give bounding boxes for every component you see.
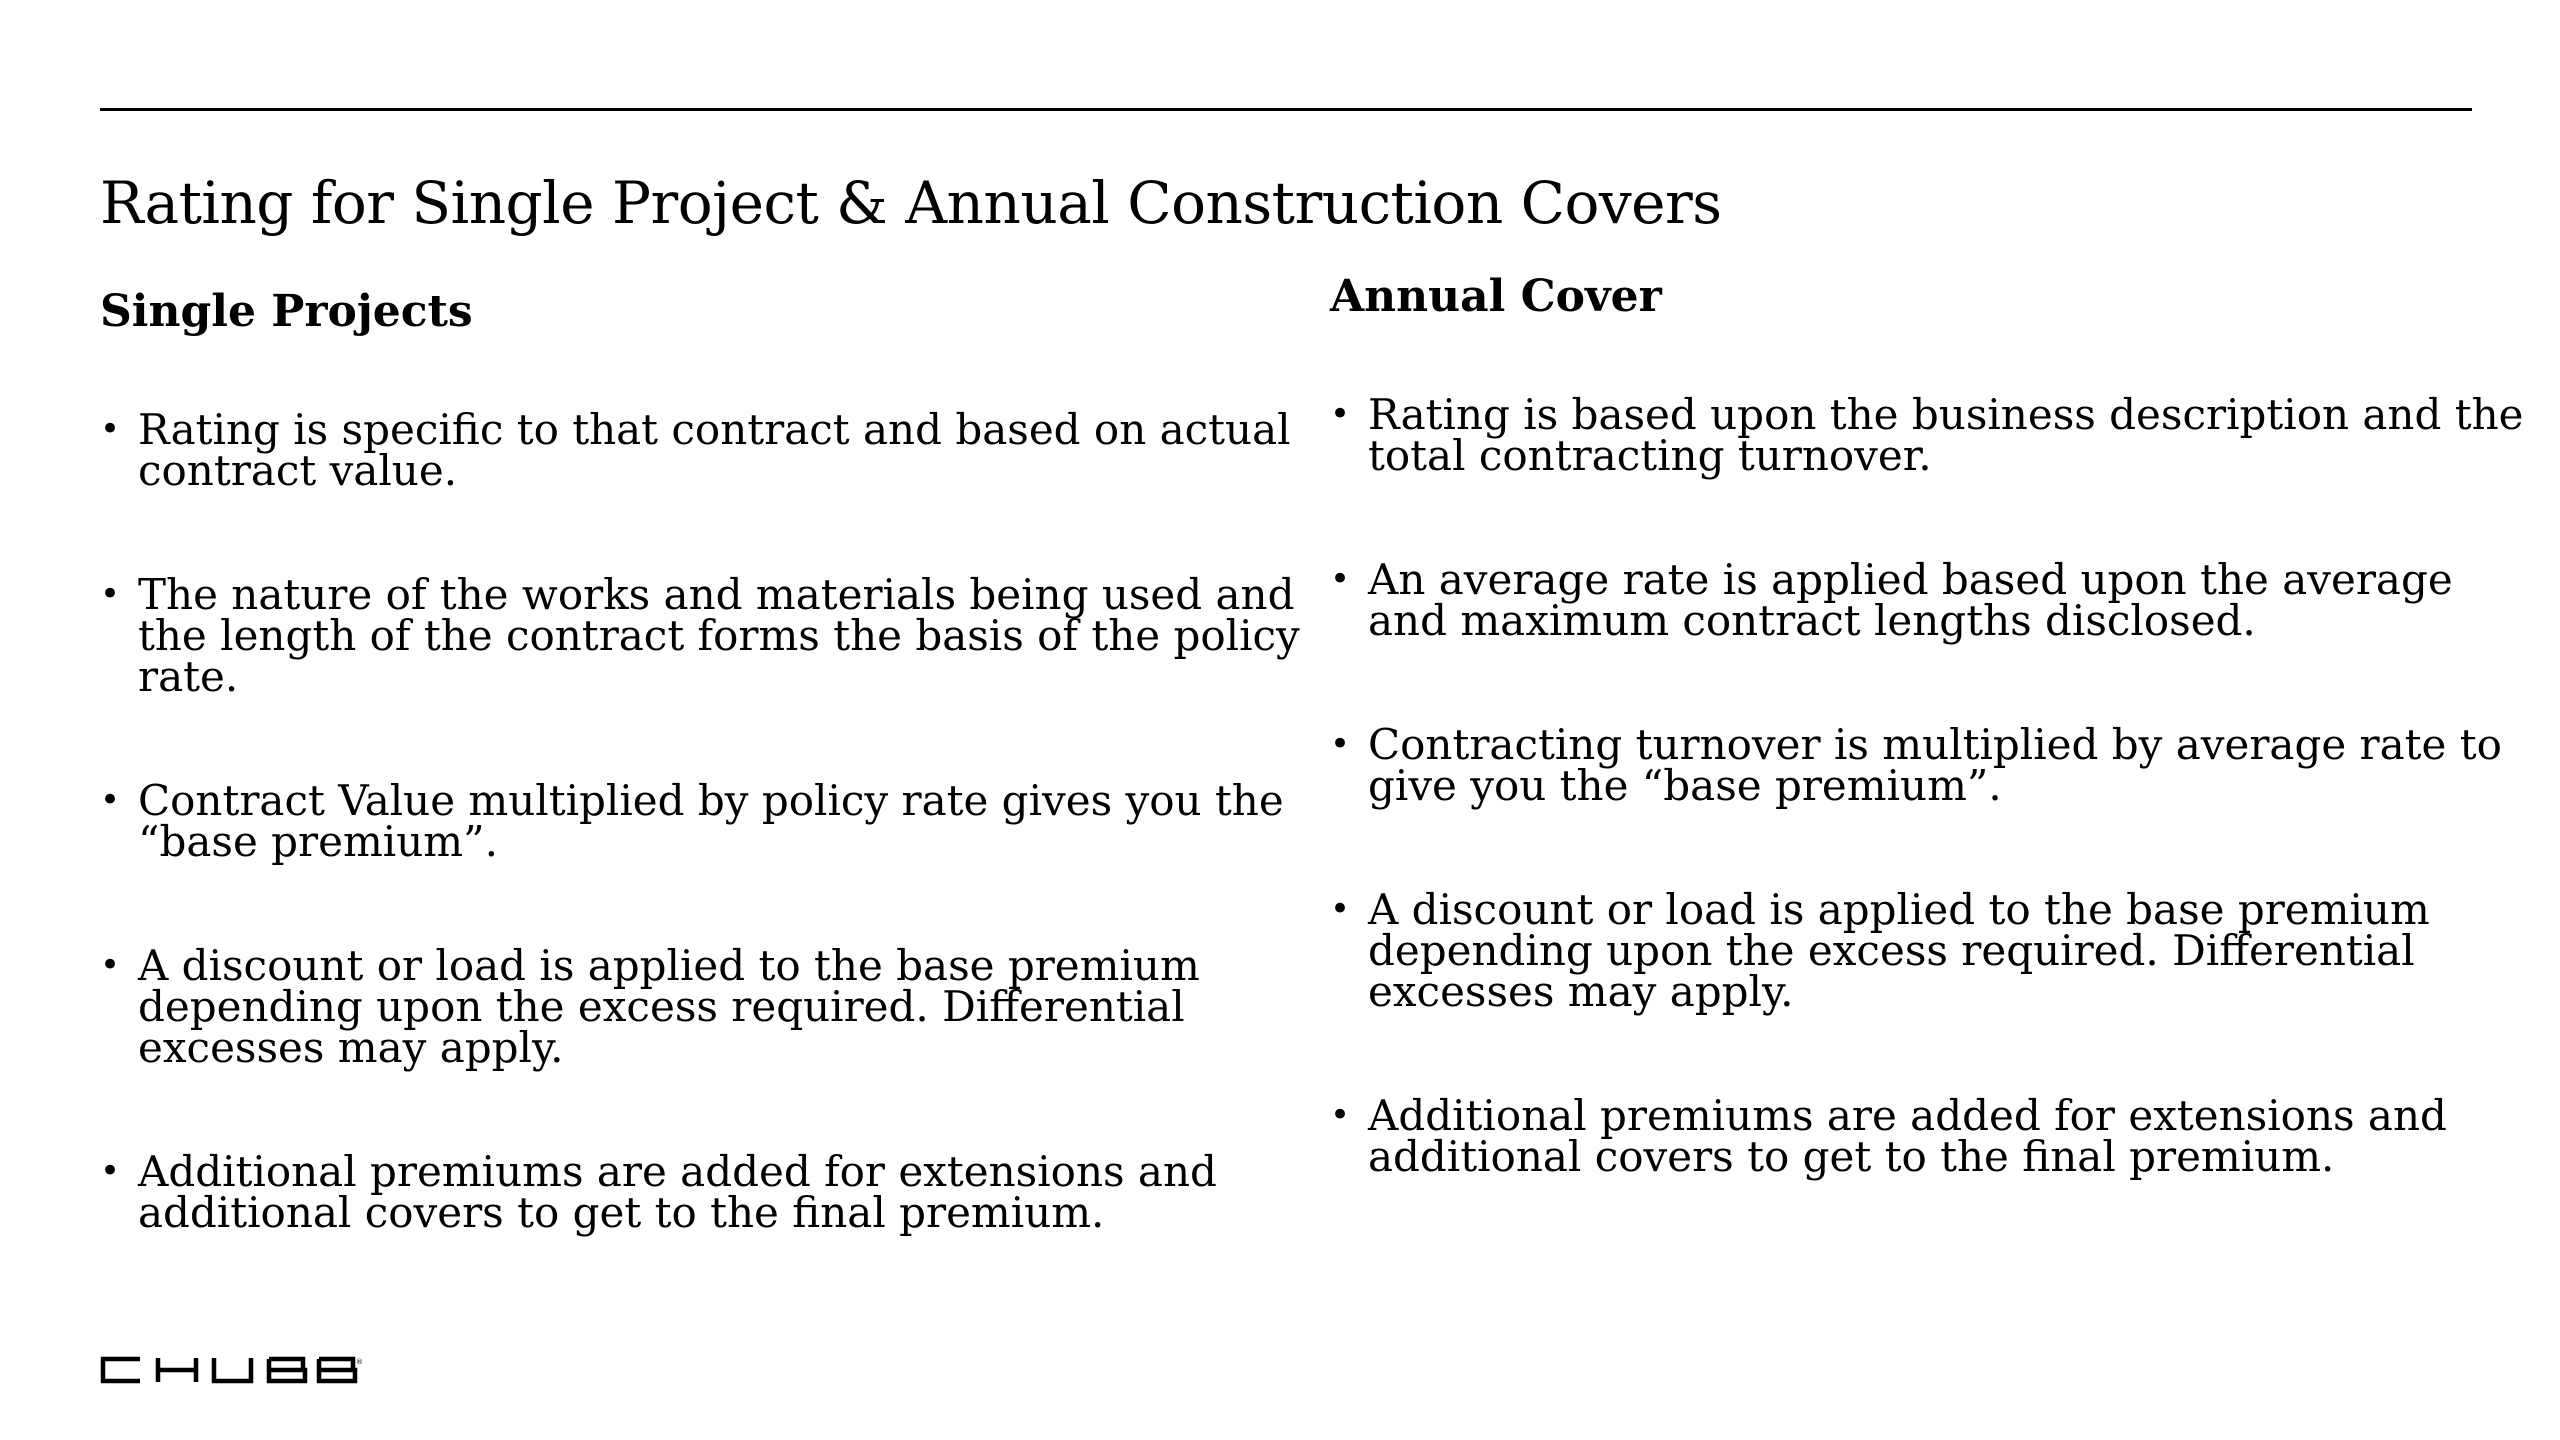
annual-cover-column: [1330, 271, 2524, 1260]
annual-cover-heading: Annual Cover: [1330, 271, 1662, 322]
list-item-text: An average rate is applied based upon the average and maximum contract lengths disclosed.: [1368, 555, 2453, 645]
list-item: [100, 776, 1333, 866]
single-projects-heading: Single Projects: [100, 286, 473, 337]
bullet-icon: •: [100, 574, 121, 614]
list-item: [100, 405, 1333, 495]
list-item: [100, 941, 1333, 1072]
bullet-icon: •: [1330, 889, 1351, 929]
list-item-text: Additional premiums are added for extensions and additional covers to get to the final premium.: [138, 1147, 1217, 1237]
chubb-logo-icon: [100, 1356, 362, 1384]
bullet-icon: •: [100, 1151, 121, 1191]
list-item-text: A discount or load is applied to the base premium depending upon the excess required. Differential excesses may apply.: [138, 941, 1200, 1072]
list-item-text: A discount or load is applied to the base premium depending upon the excess required. Differential excesses may apply.: [1368, 885, 2430, 1016]
top-divider: [100, 108, 2472, 111]
bullet-icon: •: [100, 409, 121, 449]
list-item: [100, 1147, 1333, 1237]
chubb-logo: [100, 1356, 362, 1386]
bullet-icon: •: [100, 945, 121, 985]
list-item-text: Contracting turnover is multiplied by average rate to give you the “base premium”.: [1368, 720, 2502, 810]
single-projects-column: [100, 286, 1300, 1316]
list-item-text: The nature of the works and materials being used and the length of the contract forms the basis of the policy rate.: [138, 570, 1300, 701]
list-item-text: Contract Value multiplied by policy rate gives you the “base premium”.: [138, 776, 1284, 866]
list-item: [1330, 390, 2528, 480]
slide-title: Rating for Single Project & Annual Construction Covers: [100, 169, 1722, 237]
bullet-icon: •: [1330, 1095, 1351, 1135]
list-item: [1330, 720, 2528, 810]
bullet-icon: •: [1330, 394, 1351, 434]
list-item: [100, 570, 1333, 701]
list-item-text: Rating is based upon the business description and the total contracting turnover.: [1368, 390, 2524, 480]
list-item-text: Additional premiums are added for extensions and additional covers to get to the final premium.: [1368, 1091, 2447, 1181]
bullet-icon: •: [100, 780, 121, 820]
svg-text:®: ®: [356, 1358, 363, 1366]
bullet-icon: •: [1330, 724, 1351, 764]
list-item: [1330, 885, 2528, 1016]
bullet-icon: •: [1330, 559, 1351, 599]
list-item: [1330, 555, 2528, 645]
annual-cover-list: [1330, 390, 2524, 1181]
list-item: [1330, 1091, 2528, 1181]
list-item-text: Rating is specific to that contract and based on actual contract value.: [138, 405, 1291, 495]
single-projects-list: [100, 405, 1300, 1237]
